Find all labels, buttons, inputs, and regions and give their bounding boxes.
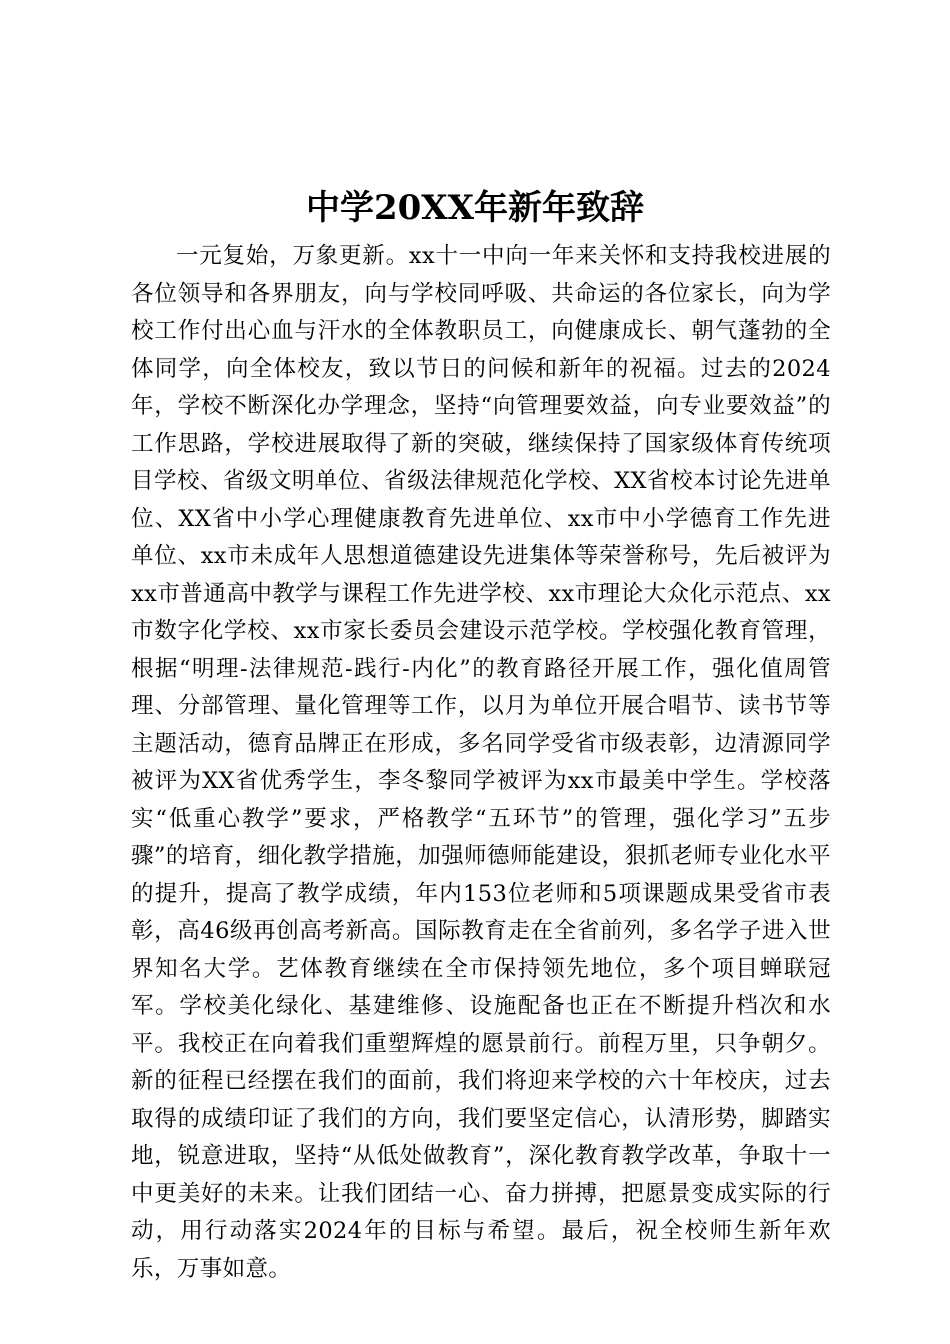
document-title: 中学20XX年新年致辞 [305,188,645,228]
document-body-paragraph: 一元复始，万象更新。xx十一中向一年来关怀和支持我校进展的各位领导和各界朋友，向与学校同呼吸、共命运的各位家长，向为学校工作付出心血与汗水的全体教职员工，向健康成长、朝气蓬勃的全体同学，向全体校友，致以节日的问候和新年的祝福。过去的2024年，学校不断深化办学理念，坚持“向管理要效益，向专业要效益”的工作思路，学校进展取得了新的突破，继续保持了国家级体育传统项目学校、省级文明单位、省级法律规范化学校、XX省校本讨论先进单位、XX省中小学心理健康教育先进单位、xx市中小学德育工作先进单位、xx市未成年人思想道德建设先进集体等荣誉称号，先后被评为xx市普通高中教学与课程工作先进学校、xx市理论大众化示范点、xx市数字化学校、xx市家长委员会建设示范学校。学校强化教育管理，根据“明理-法律规范-践行-内化”的教育路径开展工作，强化值周管理、分部管理、量化管理等工作，以月为单位开展合唱节、读书节等主题活动，德育品牌正在形成，多名同学受省市级表彰，边清源同学被评为XX省优秀学生，李冬黎同学被评为xx市最美中学生。学校落实“低重心教学”要求，严格教学“五环节”的管理，强化学习”五步骤”的培育，细化教学措施，加强师德师能建设，狠抓老师专业化水平的提升，提高了教学成绩，年内153位老师和5项课题成果受省市表彰，高46级再创高考新高。国际教育走在全省前列，多名学子进入世界知名大学。艺体教育继续在全市保持领先地位，多个项目蝉联冠军。学校美化绿化、基建维修、设施配备也正在不断提升档次和水平。我校正在向着我们重塑辉煌的愿景前行。前程万里，只争朝夕。新的征程已经摆在我们的面前，我们将迎来学校的六十年校庆，过去取得的成绩印证了我们的方向，我们要坚定信心，认清形势，脚踏实地，锐意进取，坚持“从低处做教育”，深化教育教学改革，争取十一中更美好的未来。让我们团结一心、奋力拼搏，把愿景变成实际的行动，用行动落实2024年的目标与希望。最后，祝全校师生新年欢乐，万事如意。 [131,243,831,1282]
